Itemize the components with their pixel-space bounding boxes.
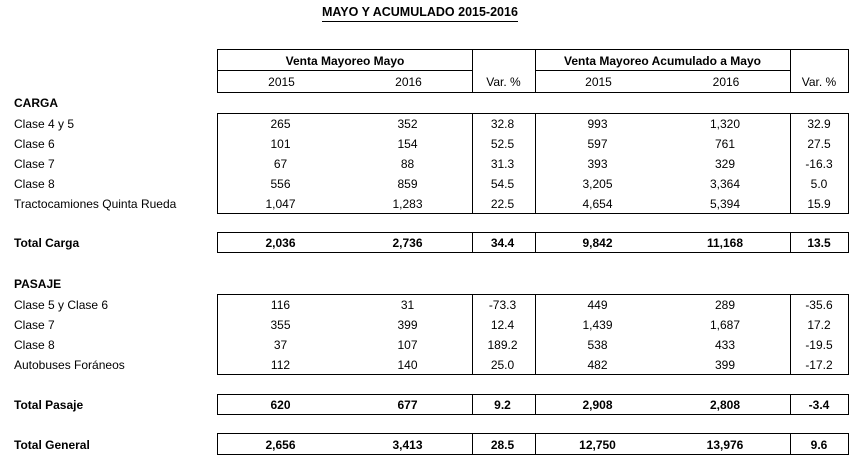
carga-row-avar: 32.9 bbox=[807, 117, 831, 131]
total-pasaje-m15: 620 bbox=[270, 398, 291, 412]
carga-row-label: Clase 4 y 5 bbox=[14, 117, 75, 131]
pasaje-row-a16: 433 bbox=[714, 338, 736, 352]
pasaje-row-a15: 1,439 bbox=[582, 318, 613, 332]
carga-row-m15: 1,047 bbox=[265, 197, 296, 211]
header-acum-2015: 2015 bbox=[585, 75, 612, 89]
carga-row-m16: 88 bbox=[400, 157, 415, 171]
pasaje-row-a15: 449 bbox=[587, 298, 608, 312]
carga-row-mvar: 54.5 bbox=[490, 177, 515, 191]
carga-row-label: Clase 8 bbox=[14, 177, 55, 191]
total-carga-a16: 11,168 bbox=[706, 236, 744, 250]
header-venta-mayo: Venta Mayoreo Mayo bbox=[285, 54, 405, 68]
pasaje-row-label: Clase 5 y Clase 6 bbox=[14, 298, 109, 312]
header-venta-acumulado: Venta Mayoreo Acumulado a Mayo bbox=[564, 54, 761, 68]
total-carga-a15: 9,842 bbox=[582, 236, 613, 250]
pasaje-row-avar: -17.2 bbox=[805, 358, 833, 372]
carga-row-a15: 3,205 bbox=[582, 177, 613, 191]
carga-row-m16: 352 bbox=[397, 117, 418, 131]
carga-row-label: Clase 6 bbox=[14, 137, 55, 151]
total-general-avar: 9.6 bbox=[810, 438, 828, 452]
pasaje-row-a16: 399 bbox=[714, 358, 736, 372]
header-mayo-var: Var. % bbox=[486, 75, 521, 89]
total-general-a16: 13,976 bbox=[706, 438, 744, 452]
pasaje-row-avar: -35.6 bbox=[805, 298, 833, 312]
total-carga-m16: 2,736 bbox=[392, 236, 423, 250]
total-general-a15: 12,750 bbox=[579, 438, 616, 452]
carga-row-a15: 393 bbox=[587, 157, 608, 171]
column-header-box bbox=[217, 49, 849, 93]
total-general-label: Total General bbox=[14, 438, 90, 452]
pasaje-row-m16: 107 bbox=[397, 338, 418, 352]
total-carga-label: Total Carga bbox=[14, 236, 80, 250]
carga-row-m16: 1,283 bbox=[392, 197, 423, 211]
carga-row-a15: 993 bbox=[587, 117, 608, 131]
carga-row-m16: 154 bbox=[397, 137, 418, 151]
pasaje-row-avar: -19.5 bbox=[805, 338, 833, 352]
carga-row-label: Clase 7 bbox=[14, 157, 55, 171]
total-carga-avar: 13.5 bbox=[807, 236, 831, 250]
pasaje-row-m15: 37 bbox=[273, 338, 288, 352]
pasaje-row-avar: 17.2 bbox=[807, 318, 831, 332]
carga-row-mvar: 31.3 bbox=[490, 157, 515, 171]
carga-row-m15: 556 bbox=[270, 177, 291, 191]
pasaje-row-mvar: 12.4 bbox=[490, 318, 515, 332]
carga-row-mvar: 52.5 bbox=[490, 137, 515, 151]
total-pasaje-avar: -3.4 bbox=[808, 398, 830, 412]
pasaje-row-m16: 399 bbox=[397, 318, 418, 332]
pasaje-row-mvar: -73.3 bbox=[488, 298, 517, 312]
carga-row-avar: 27.5 bbox=[807, 137, 831, 151]
section-pasaje: PASAJE bbox=[14, 277, 62, 291]
carga-row-a16: 329 bbox=[714, 157, 736, 171]
carga-row-a15: 4,654 bbox=[582, 197, 613, 211]
carga-row-m15: 101 bbox=[270, 137, 291, 151]
carga-row-avar: 5.0 bbox=[810, 177, 828, 191]
pasaje-row-label: Autobuses Foráneos bbox=[14, 358, 125, 372]
total-general-mvar: 28.5 bbox=[490, 438, 515, 452]
pasaje-row-m16: 31 bbox=[400, 298, 415, 312]
total-pasaje-mvar: 9.2 bbox=[494, 398, 511, 412]
total-pasaje-m16: 677 bbox=[397, 398, 418, 412]
total-carga-m15: 2,036 bbox=[265, 236, 296, 250]
pasaje-row-m15: 112 bbox=[270, 358, 291, 372]
total-carga-mvar: 34.4 bbox=[490, 236, 515, 250]
total-pasaje-label: Total Pasaje bbox=[14, 398, 84, 412]
header-acum-2016: 2016 bbox=[712, 75, 740, 89]
carga-row-mvar: 22.5 bbox=[490, 197, 515, 211]
pasaje-row-mvar: 189.2 bbox=[487, 338, 518, 352]
total-general-m15: 2,656 bbox=[265, 438, 296, 452]
carga-row-a16: 761 bbox=[714, 137, 736, 151]
report-title: MAYO Y ACUMULADO 2015-2016 bbox=[322, 5, 518, 22]
carga-row-m15: 67 bbox=[273, 157, 288, 171]
section-carga: CARGA bbox=[14, 96, 58, 110]
carga-row-m16: 859 bbox=[397, 177, 418, 191]
total-pasaje-a16: 2,808 bbox=[709, 398, 741, 412]
carga-row-a16: 3,364 bbox=[709, 177, 741, 191]
pasaje-row-m15: 355 bbox=[270, 318, 291, 332]
pasaje-row-a15: 538 bbox=[587, 338, 608, 352]
pasaje-row-label: Clase 7 bbox=[14, 318, 55, 332]
carga-row-a16: 5,394 bbox=[709, 197, 741, 211]
carga-row-mvar: 32.8 bbox=[490, 117, 515, 131]
carga-row-a15: 597 bbox=[587, 137, 608, 151]
pasaje-row-m15: 116 bbox=[270, 298, 291, 312]
pasaje-row-a15: 482 bbox=[587, 358, 608, 372]
pasaje-row-label: Clase 8 bbox=[14, 338, 55, 352]
pasaje-row-a16: 1,687 bbox=[709, 318, 741, 332]
carga-row-avar: 15.9 bbox=[807, 197, 831, 211]
carga-row-m15: 265 bbox=[270, 117, 291, 131]
pasaje-row-mvar: 25.0 bbox=[490, 358, 515, 372]
header-acum-var: Var. % bbox=[801, 75, 837, 89]
header-mayo-2016: 2016 bbox=[395, 75, 422, 89]
carga-row-a16: 1,320 bbox=[709, 117, 741, 131]
pasaje-row-m16: 140 bbox=[397, 358, 418, 372]
total-pasaje-a15: 2,908 bbox=[582, 398, 613, 412]
total-general-m16: 3,413 bbox=[392, 438, 423, 452]
header-mayo-2015: 2015 bbox=[268, 75, 295, 89]
carga-row-label: Tractocamiones Quinta Rueda bbox=[14, 197, 177, 211]
carga-row-avar: -16.3 bbox=[805, 157, 833, 171]
pasaje-row-a16: 289 bbox=[714, 298, 736, 312]
